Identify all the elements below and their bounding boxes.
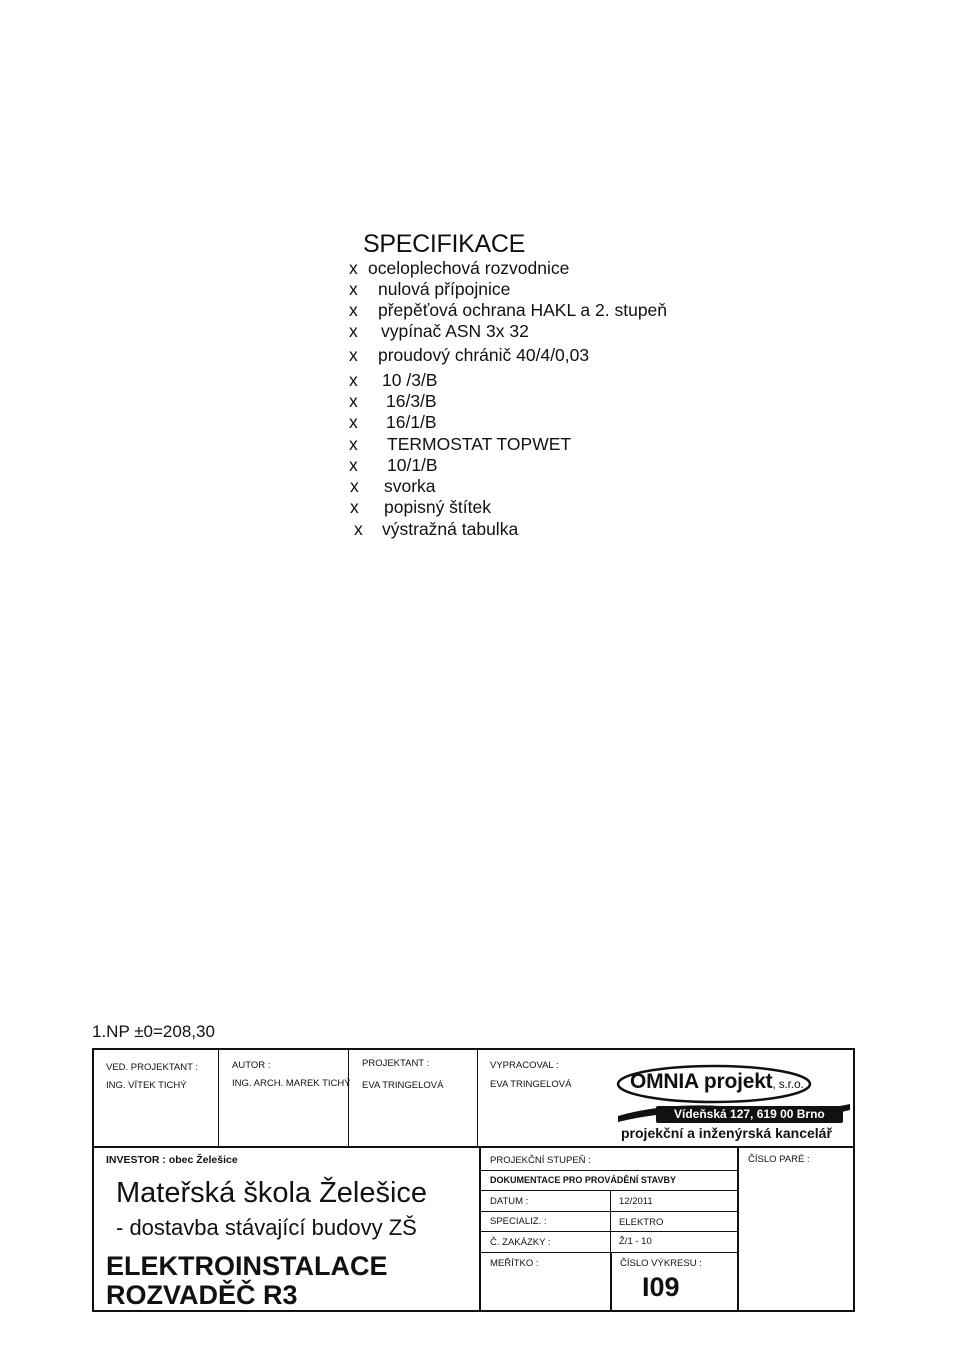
stage-label: PROJEKČNÍ STUPEŇ : bbox=[490, 1155, 591, 1166]
item-name: proudový chránič 40/4/0,03 bbox=[378, 345, 590, 365]
author-label: AUTOR : bbox=[232, 1060, 271, 1071]
specification-title: SPECIFIKACE bbox=[363, 230, 526, 258]
item-name: svorka bbox=[384, 476, 436, 496]
divider bbox=[348, 1050, 349, 1146]
divider bbox=[481, 1252, 737, 1253]
divider bbox=[610, 1252, 612, 1312]
item-multiplier: x bbox=[349, 300, 358, 320]
item-name: 16/3/B bbox=[386, 391, 437, 411]
copy-label: ČÍSLO PARÉ : bbox=[748, 1154, 810, 1165]
drawing-title-line1: ELEKTROINSTALACE bbox=[106, 1251, 388, 1281]
date-value: 12/2011 bbox=[619, 1196, 653, 1207]
order-value: Ž/1 - 10 bbox=[619, 1236, 652, 1247]
item-multiplier: x bbox=[354, 519, 363, 539]
divider bbox=[610, 1190, 611, 1252]
item-multiplier: x bbox=[349, 391, 358, 411]
project-subtitle: - dostavba stávající budovy ZŠ bbox=[116, 1215, 417, 1240]
divider bbox=[477, 1050, 478, 1146]
item-name: TERMOSTAT TOPWET bbox=[387, 434, 572, 454]
divider bbox=[94, 1146, 853, 1148]
company-suffix: , s.r.o. bbox=[772, 1077, 804, 1091]
stage-value: DOKUMENTACE PRO PROVÁDĚNÍ STAVBY bbox=[490, 1175, 677, 1185]
divider bbox=[481, 1190, 737, 1191]
drafter-label: VYPRACOVAL : bbox=[490, 1060, 559, 1071]
drafter: EVA TRINGELOVÁ bbox=[490, 1079, 572, 1090]
item-multiplier: x bbox=[350, 497, 359, 517]
item-multiplier: x bbox=[349, 434, 358, 454]
specialization-label: SPECIALIZ. : bbox=[490, 1216, 547, 1227]
item-name: přepěťová ochrana HAKL a 2. stupeň bbox=[378, 300, 668, 320]
item-name: vypínač ASN 3x 32 bbox=[381, 321, 529, 341]
order-label: Č. ZAKÁZKY : bbox=[490, 1237, 551, 1248]
item-name: 10/1/B bbox=[387, 455, 438, 475]
designer: EVA TRINGELOVÁ bbox=[362, 1080, 444, 1091]
divider bbox=[481, 1231, 737, 1232]
item-name: 10 /3/B bbox=[382, 370, 438, 390]
title-block bbox=[92, 1048, 855, 1312]
company-logo bbox=[614, 1064, 854, 1126]
item-name: popisný štítek bbox=[384, 497, 491, 517]
company-address: Vídeňská 127, 619 00 Brno bbox=[656, 1106, 843, 1123]
drawing-title-line2: ROZVADĚČ R3 bbox=[106, 1280, 298, 1310]
item-multiplier: x bbox=[349, 258, 358, 278]
item-name: nulová přípojnice bbox=[378, 279, 511, 299]
drawing-no-label: ČÍSLO VÝKRESU : bbox=[620, 1258, 702, 1269]
item-multiplier: x bbox=[349, 455, 358, 475]
lead-designer-label: VED. PROJEKTANT : bbox=[106, 1062, 199, 1073]
item-multiplier: x bbox=[349, 345, 358, 365]
author: ING. ARCH. MAREK TICHÝ bbox=[232, 1078, 351, 1089]
divider bbox=[737, 1146, 739, 1312]
item-name: 16/1/B bbox=[386, 412, 437, 432]
item-multiplier: x bbox=[349, 370, 358, 390]
item-multiplier: x bbox=[349, 321, 358, 341]
item-multiplier: x bbox=[349, 412, 358, 432]
level-note: 1.NP ±0=208,30 bbox=[92, 1022, 215, 1041]
scale-label: MEŘÍTKO : bbox=[490, 1258, 539, 1269]
designer-label: PROJEKTANT : bbox=[362, 1058, 430, 1069]
date-label: DATUM : bbox=[490, 1196, 529, 1207]
divider bbox=[218, 1050, 219, 1146]
item-name: výstražná tabulka bbox=[382, 519, 519, 539]
item-multiplier: x bbox=[350, 476, 359, 496]
divider bbox=[481, 1211, 737, 1212]
project-name: Mateřská škola Želešice bbox=[116, 1177, 428, 1209]
item-multiplier: x bbox=[349, 279, 358, 299]
item-name: oceloplechová rozvodnice bbox=[368, 258, 570, 278]
specialization-value: ELEKTRO bbox=[619, 1217, 664, 1228]
divider bbox=[481, 1170, 737, 1171]
drawing-number: I09 bbox=[642, 1272, 680, 1302]
lead-designer: ING. VÍTEK TICHÝ bbox=[106, 1080, 187, 1091]
company-tagline: projekční a inženýrská kancelář bbox=[621, 1125, 832, 1141]
investor: INVESTOR : obec Želešice bbox=[106, 1154, 238, 1166]
company-name: OMNIA projekt bbox=[630, 1070, 773, 1093]
